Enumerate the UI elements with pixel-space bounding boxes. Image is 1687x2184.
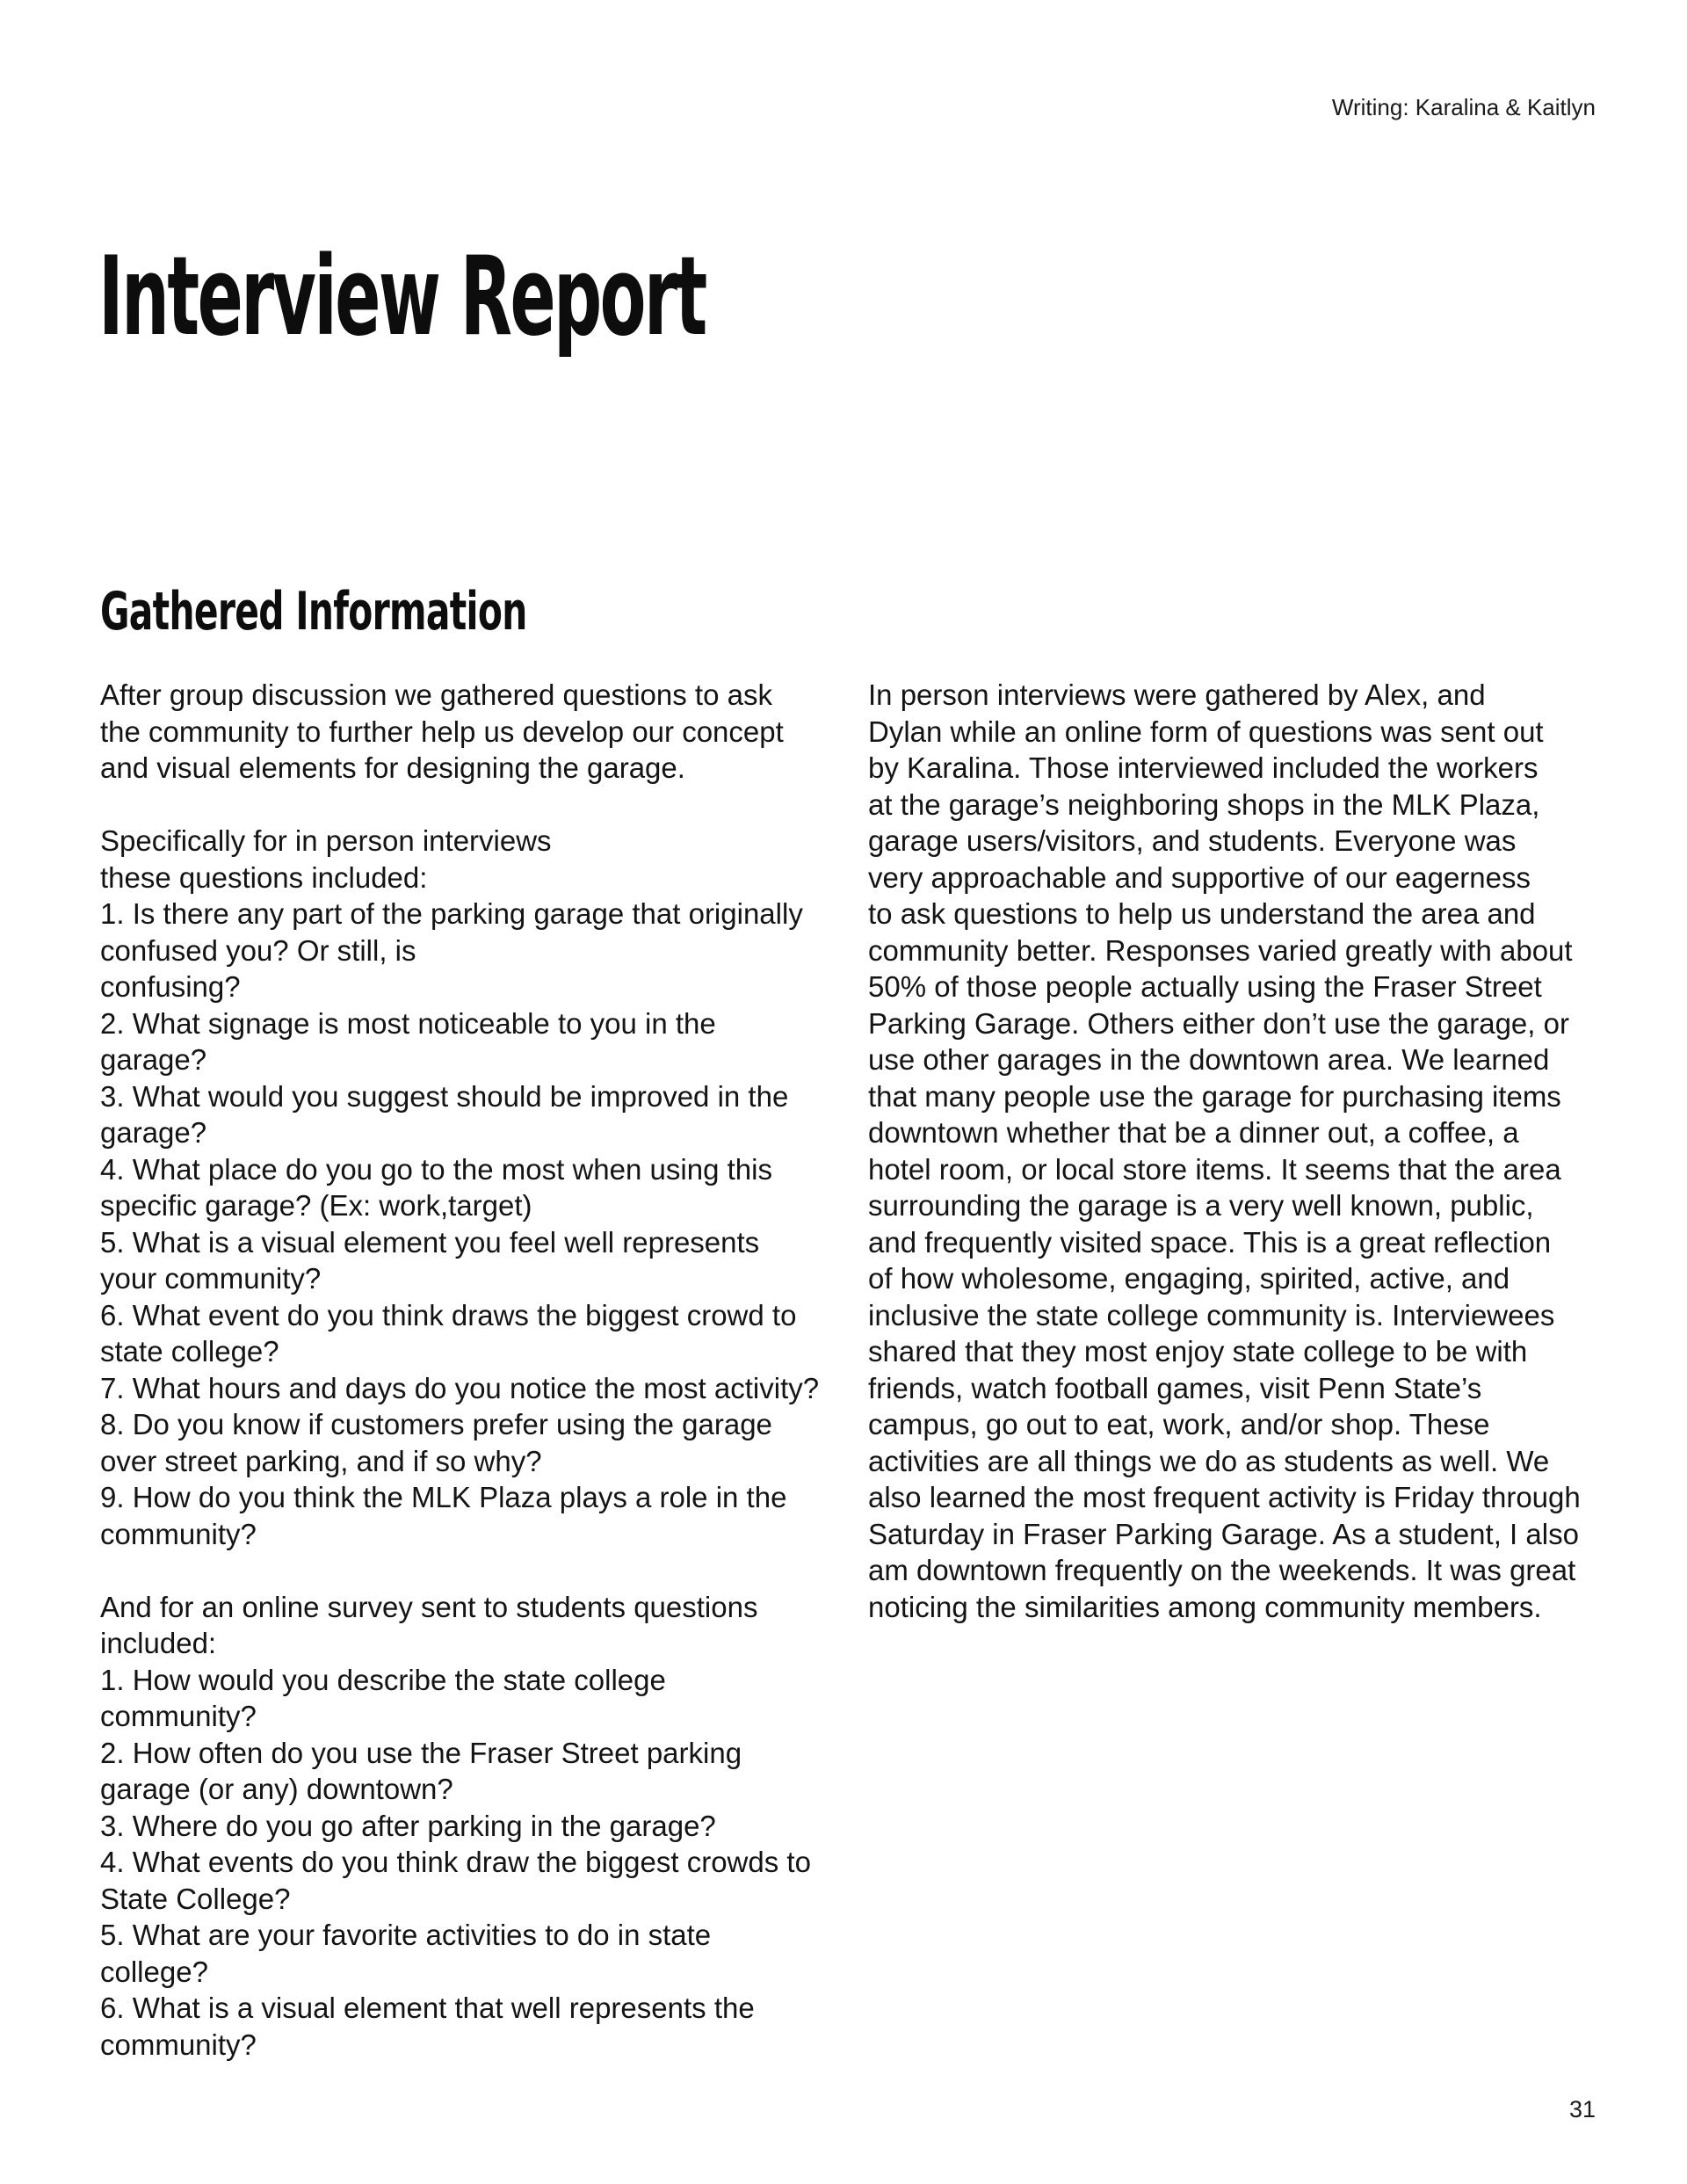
- text-line: 6. What is a visual element that well represents the: [100, 1992, 755, 2024]
- text-line: In person interviews were gathered by Alex, and: [868, 678, 1486, 711]
- text-line: confusing?: [100, 970, 241, 1003]
- paragraph-gap: [100, 787, 838, 824]
- text-line: included:: [100, 1627, 217, 1659]
- text-line: state college?: [100, 1335, 279, 1368]
- text-line: specific garage? (Ex: work,target): [100, 1189, 532, 1222]
- text-line: After group discussion we gathered questions to ask: [100, 678, 772, 711]
- text-line: your community?: [100, 1262, 322, 1295]
- text-line: 4. What place do you go to the most when using this: [100, 1152, 772, 1186]
- text-line: surrounding the garage is a very well known, public,: [868, 1189, 1534, 1222]
- text-line: community better. Responses varied greatly with about: [868, 933, 1573, 967]
- page-title: Interview Report: [98, 234, 706, 360]
- text-line: hotel room, or local store items. It seems that the area: [868, 1152, 1561, 1186]
- text-line: inclusive the state college community is. Interviewees: [868, 1298, 1555, 1331]
- text-line: 3. Where do you go after parking in the garage?: [100, 1809, 716, 1842]
- text-line: 9. How do you think the MLK Plaza plays a role in the: [100, 1481, 787, 1513]
- text-line: And for an online survey sent to students questions: [100, 1590, 758, 1623]
- text-line: by Karalina. Those interviewed included the workers: [868, 751, 1539, 784]
- text-line: 7. What hours and days do you notice the most activity?: [100, 1371, 820, 1404]
- text-line: 4. What events do you think draw the biggest crowds to: [100, 1846, 811, 1878]
- text-line: community?: [100, 2028, 257, 2061]
- text-line: college?: [100, 1955, 208, 1988]
- text-line: Dylan while an online form of questions was sent out: [868, 715, 1544, 748]
- text-line: am downtown frequently on the weekends. It was great: [868, 1554, 1576, 1586]
- in-person-questions: [100, 823, 838, 1552]
- text-line: garage (or any) downtown?: [100, 1773, 453, 1805]
- left-column: [100, 677, 838, 2063]
- text-line: very approachable and supportive of our eagerness: [868, 860, 1531, 894]
- text-line: friends, watch football games, visit Penn State’s: [868, 1371, 1482, 1404]
- text-line: community?: [100, 1517, 257, 1550]
- paragraph-gap: [100, 1552, 838, 1589]
- text-line: noticing the similarities among community members.: [868, 1590, 1542, 1623]
- text-line: 8. Do you know if customers prefer using the garage: [100, 1408, 772, 1440]
- text-line: activities are all things we do as students as well. We: [868, 1444, 1550, 1477]
- text-line: 3. What would you suggest should be improved in the: [100, 1079, 789, 1113]
- text-line: the community to further help us develop our concept: [100, 715, 784, 748]
- right-column: [868, 677, 1597, 1625]
- text-line: 6. What event do you think draws the biggest crowd to: [100, 1298, 797, 1331]
- text-line: these questions included:: [100, 860, 428, 894]
- text-line: of how wholesome, engaging, spirited, active, and: [868, 1262, 1510, 1295]
- text-line: 5. What is a visual element you feel well represents: [100, 1225, 760, 1259]
- text-line: 1. Is there any part of the parking garage that originally: [100, 897, 803, 930]
- text-line: 5. What are your favorite activities to do in state: [100, 1919, 712, 1951]
- text-line: community?: [100, 1700, 257, 1732]
- page-number: 31: [1568, 2096, 1596, 2122]
- text-line: Specifically for in person interviews: [100, 824, 552, 857]
- text-line: confused you? Or still, is: [100, 933, 416, 967]
- text-line: 50% of those people actually using the Fraser Street: [868, 970, 1542, 1003]
- text-line: garage?: [100, 1043, 207, 1076]
- text-line: to ask questions to help us understand the area and: [868, 897, 1536, 930]
- text-line: that many people use the garage for purchasing items: [868, 1079, 1561, 1113]
- findings-paragraph: [868, 677, 1597, 1625]
- text-line: downtown whether that be a dinner out, a coffee, a: [868, 1116, 1519, 1149]
- text-line: Saturday in Fraser Parking Garage. As a student, I also: [868, 1517, 1579, 1550]
- text-line: use other garages in the downtown area. We learned: [868, 1043, 1550, 1076]
- text-line: State College?: [100, 1882, 291, 1915]
- text-line: shared that they most enjoy state college to be with: [868, 1335, 1528, 1368]
- text-line: campus, go out to eat, work, and/or shop. These: [868, 1408, 1490, 1440]
- text-line: 1. How would you describe the state college: [100, 1663, 666, 1696]
- text-line: Parking Garage. Others either don’t use the garage, or: [868, 1006, 1569, 1040]
- text-line: over street parking, and if so why?: [100, 1444, 542, 1477]
- text-line: also learned the most frequent activity is Friday through: [868, 1481, 1581, 1513]
- section-heading: Gathered Information: [100, 581, 527, 642]
- intro-paragraph: [100, 677, 838, 787]
- text-line: 2. What signage is most noticeable to you in the: [100, 1006, 716, 1040]
- byline: Writing: Karalina & Kaitlyn: [1331, 94, 1596, 120]
- text-line: 2. How often do you use the Fraser Street parking: [100, 1736, 742, 1769]
- text-line: at the garage’s neighboring shops in the MLK Plaza,: [868, 787, 1540, 821]
- text-line: garage?: [100, 1116, 207, 1149]
- text-line: garage users/visitors, and students. Everyone was: [868, 824, 1517, 857]
- text-line: and visual elements for designing the garage.: [100, 751, 685, 784]
- online-survey-questions: [100, 1589, 838, 2064]
- text-line: and frequently visited space. This is a great reflection: [868, 1225, 1552, 1259]
